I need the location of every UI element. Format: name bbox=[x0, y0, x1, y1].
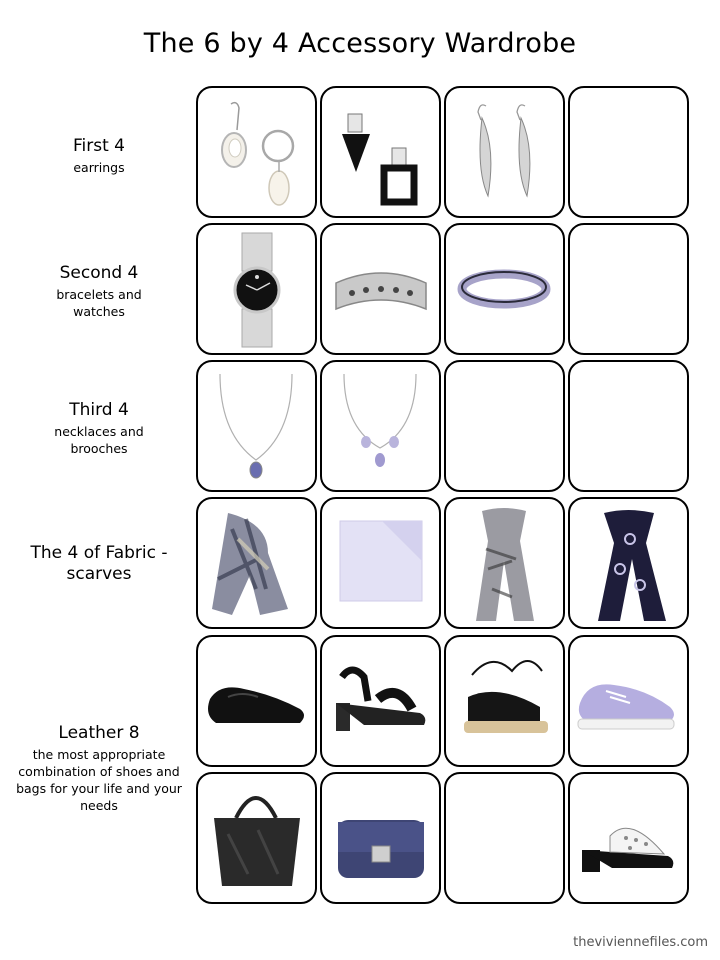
row-heading: Second 4 bbox=[59, 263, 139, 283]
row-label-leather bbox=[6, 723, 192, 814]
navy-scarf-icon bbox=[570, 499, 687, 627]
espadrille-icon bbox=[446, 637, 563, 765]
row-label-necklaces bbox=[6, 400, 192, 457]
item-navy-crossbody-bag[interactable] bbox=[320, 772, 441, 904]
print-scarf-icon bbox=[446, 499, 563, 627]
item-lavender-stone-necklace[interactable] bbox=[320, 360, 441, 492]
loafer-icon bbox=[198, 637, 315, 765]
item-lavender-bangle[interactable] bbox=[444, 223, 565, 355]
row-label-scarves bbox=[6, 543, 192, 585]
bangle-icon bbox=[446, 225, 563, 353]
crossbody-bag-icon bbox=[322, 774, 439, 902]
item-pendant-necklace[interactable] bbox=[196, 360, 317, 492]
scarf-icon bbox=[198, 499, 315, 627]
item-silver-feather-earrings[interactable] bbox=[444, 86, 565, 218]
item-black-loafer[interactable] bbox=[196, 635, 317, 767]
geometric-earrings-icon bbox=[322, 88, 439, 216]
watch-icon bbox=[198, 225, 315, 353]
pearl-earrings-icon bbox=[198, 88, 315, 216]
item-mesh-watch[interactable] bbox=[196, 223, 317, 355]
sandal-icon bbox=[322, 637, 439, 765]
item-pearl-drop-earrings[interactable] bbox=[196, 86, 317, 218]
row-subheading: the most appropriate combination of shoes and bags for your life and your needs bbox=[16, 747, 182, 813]
item-lavender-scarf[interactable] bbox=[320, 497, 441, 629]
row-subheading: necklaces and brooches bbox=[54, 424, 144, 456]
item-grey-print-scarf[interactable] bbox=[444, 497, 565, 629]
item-silver-cuff-bracelet[interactable] bbox=[320, 223, 441, 355]
item-white-slide-mule[interactable] bbox=[568, 772, 689, 904]
site-watermark: theviviennefiles.com bbox=[573, 935, 708, 950]
row-subheading: earrings bbox=[73, 160, 125, 175]
item-black-geometric-earrings[interactable] bbox=[320, 86, 441, 218]
item-lavender-sneaker[interactable] bbox=[568, 635, 689, 767]
cuff-bracelet-icon bbox=[322, 225, 439, 353]
empty-slot[interactable] bbox=[568, 86, 689, 218]
row-heading: Third 4 bbox=[69, 400, 129, 420]
page-title: The 6 by 4 Accessory Wardrobe bbox=[143, 28, 577, 59]
item-black-tote-bag[interactable] bbox=[196, 772, 317, 904]
row-heading: First 4 bbox=[73, 136, 125, 156]
row-subheading: bracelets and watches bbox=[56, 287, 142, 319]
empty-slot[interactable] bbox=[568, 360, 689, 492]
mule-icon bbox=[570, 774, 687, 902]
item-lace-up-espadrille[interactable] bbox=[444, 635, 565, 767]
item-patterned-scarf[interactable] bbox=[196, 497, 317, 629]
tote-bag-icon bbox=[198, 774, 315, 902]
item-black-sandal[interactable] bbox=[320, 635, 441, 767]
row-label-earrings bbox=[6, 136, 192, 176]
row-heading: Leather 8 bbox=[58, 723, 140, 743]
sneaker-icon bbox=[570, 637, 687, 765]
pendant-necklace-icon bbox=[198, 362, 315, 490]
empty-slot[interactable] bbox=[444, 360, 565, 492]
folded-scarf-icon bbox=[322, 499, 439, 627]
row-heading: The 4 of Fabric - scarves bbox=[30, 543, 168, 584]
empty-slot[interactable] bbox=[568, 223, 689, 355]
empty-slot[interactable] bbox=[444, 772, 565, 904]
stone-necklace-icon bbox=[322, 362, 439, 490]
feather-earrings-icon bbox=[446, 88, 563, 216]
item-navy-print-scarf[interactable] bbox=[568, 497, 689, 629]
row-label-bracelets bbox=[6, 263, 192, 320]
